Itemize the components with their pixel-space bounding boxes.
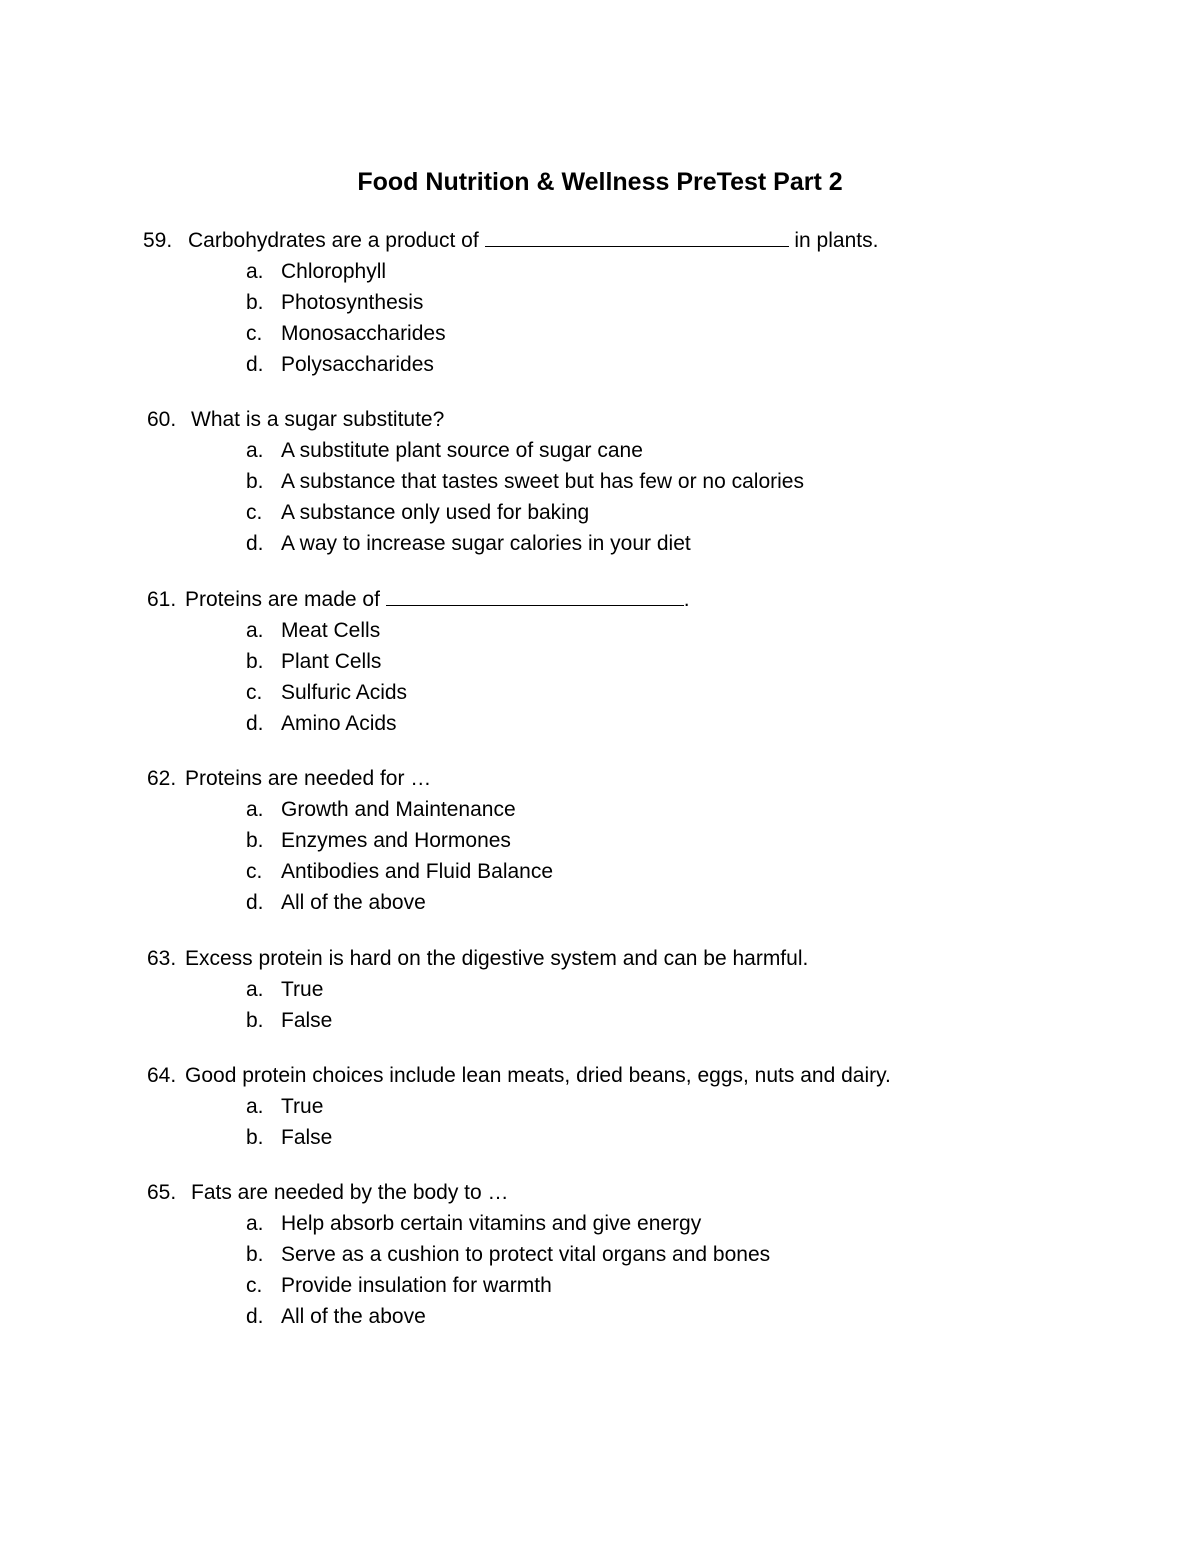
- question-number: 59.: [143, 229, 173, 252]
- question-text: Fats are needed by the body to …: [191, 1181, 509, 1204]
- question-number: 65.: [147, 1181, 177, 1204]
- option-text: Monosaccharides: [281, 322, 446, 345]
- option-letter: b.: [246, 470, 264, 493]
- option-letter: d.: [246, 532, 264, 555]
- option-letter: b.: [246, 829, 264, 852]
- option-a[interactable]: [0, 974, 1200, 1005]
- option-a[interactable]: [0, 615, 1200, 646]
- option-letter: a.: [246, 1095, 264, 1118]
- page-title: Food Nutrition & Wellness PreTest Part 2: [357, 168, 843, 196]
- option-c[interactable]: [0, 677, 1200, 708]
- option-a[interactable]: [0, 1091, 1200, 1122]
- option-letter: a.: [246, 619, 264, 642]
- option-a[interactable]: [0, 1208, 1200, 1239]
- option-text: Antibodies and Fluid Balance: [281, 860, 554, 883]
- option-text: Serve as a cushion to protect vital organs and bones: [281, 1243, 771, 1266]
- question-text-before-blank: Carbohydrates are a product of: [188, 229, 479, 252]
- option-letter: d.: [246, 712, 264, 735]
- option-text: A substance that tastes sweet but has few or no calories: [281, 470, 804, 493]
- question-text: [188, 225, 878, 256]
- option-c[interactable]: [0, 497, 1200, 528]
- option-text: Plant Cells: [281, 650, 382, 673]
- option-letter: b.: [246, 291, 264, 314]
- option-text: A substitute plant source of sugar cane: [281, 439, 643, 462]
- option-b[interactable]: [0, 1005, 1200, 1036]
- option-text: False: [281, 1126, 333, 1149]
- option-b[interactable]: [0, 287, 1200, 318]
- question-text: What is a sugar substitute?: [191, 408, 445, 431]
- question-text-after-blank: in plants.: [794, 229, 879, 252]
- option-letter: c.: [246, 1274, 263, 1297]
- option-text: Provide insulation for warmth: [281, 1274, 552, 1297]
- question-text-after-blank: .: [683, 588, 690, 611]
- option-letter: c.: [246, 322, 263, 345]
- option-text: Enzymes and Hormones: [281, 829, 511, 852]
- option-text: True: [281, 1095, 324, 1118]
- question-number: 64.: [147, 1064, 177, 1087]
- question-text-before-blank: Proteins are made of: [185, 588, 380, 611]
- question-number: 63.: [147, 947, 177, 970]
- option-a[interactable]: [0, 435, 1200, 466]
- question-text: Excess protein is hard on the digestive system and can be harmful.: [185, 947, 809, 970]
- option-c[interactable]: [0, 318, 1200, 349]
- question-number: 61.: [147, 588, 177, 611]
- option-a[interactable]: [0, 256, 1200, 287]
- option-d[interactable]: [0, 528, 1200, 559]
- option-d[interactable]: [0, 1301, 1200, 1332]
- option-b[interactable]: [0, 825, 1200, 856]
- option-letter: b.: [246, 1243, 264, 1266]
- option-c[interactable]: [0, 1270, 1200, 1301]
- option-letter: a.: [246, 978, 264, 1001]
- option-letter: d.: [246, 891, 264, 914]
- option-text: Meat Cells: [281, 619, 381, 642]
- option-text: All of the above: [281, 891, 426, 914]
- option-text: Amino Acids: [281, 712, 397, 735]
- option-text: Growth and Maintenance: [281, 798, 516, 821]
- option-letter: b.: [246, 1126, 264, 1149]
- option-a[interactable]: [0, 794, 1200, 825]
- question-number: 60.: [147, 408, 177, 431]
- option-text: All of the above: [281, 1305, 426, 1328]
- option-c[interactable]: [0, 856, 1200, 887]
- option-b[interactable]: [0, 466, 1200, 497]
- option-letter: d.: [246, 1305, 264, 1328]
- option-text: True: [281, 978, 324, 1001]
- option-text: Sulfuric Acids: [281, 681, 408, 704]
- option-b[interactable]: [0, 646, 1200, 677]
- option-b[interactable]: [0, 1239, 1200, 1270]
- option-letter: c.: [246, 501, 263, 524]
- option-text: Chlorophyll: [281, 260, 387, 283]
- option-text: Photosynthesis: [281, 291, 424, 314]
- option-letter: c.: [246, 681, 263, 704]
- answer-blank: [386, 585, 684, 606]
- option-text: Help absorb certain vitamins and give energy: [281, 1212, 702, 1235]
- question-text: Good protein choices include lean meats, dried beans, eggs, nuts and dairy.: [185, 1064, 891, 1087]
- option-letter: a.: [246, 798, 264, 821]
- question-number: 62.: [147, 767, 177, 790]
- option-text: A substance only used for baking: [281, 501, 590, 524]
- option-d[interactable]: [0, 349, 1200, 380]
- option-letter: a.: [246, 1212, 264, 1235]
- question-text: Proteins are needed for …: [185, 767, 432, 790]
- option-text: False: [281, 1009, 333, 1032]
- option-d[interactable]: [0, 887, 1200, 918]
- option-letter: d.: [246, 353, 264, 376]
- option-b[interactable]: [0, 1122, 1200, 1153]
- option-text: A way to increase sugar calories in your diet: [281, 532, 691, 555]
- option-letter: c.: [246, 860, 263, 883]
- option-text: Polysaccharides: [281, 353, 434, 376]
- option-letter: b.: [246, 650, 264, 673]
- option-letter: a.: [246, 260, 264, 283]
- option-d[interactable]: [0, 708, 1200, 739]
- answer-blank: [485, 226, 789, 247]
- option-letter: b.: [246, 1009, 264, 1032]
- question-text: [185, 584, 690, 615]
- option-letter: a.: [246, 439, 264, 462]
